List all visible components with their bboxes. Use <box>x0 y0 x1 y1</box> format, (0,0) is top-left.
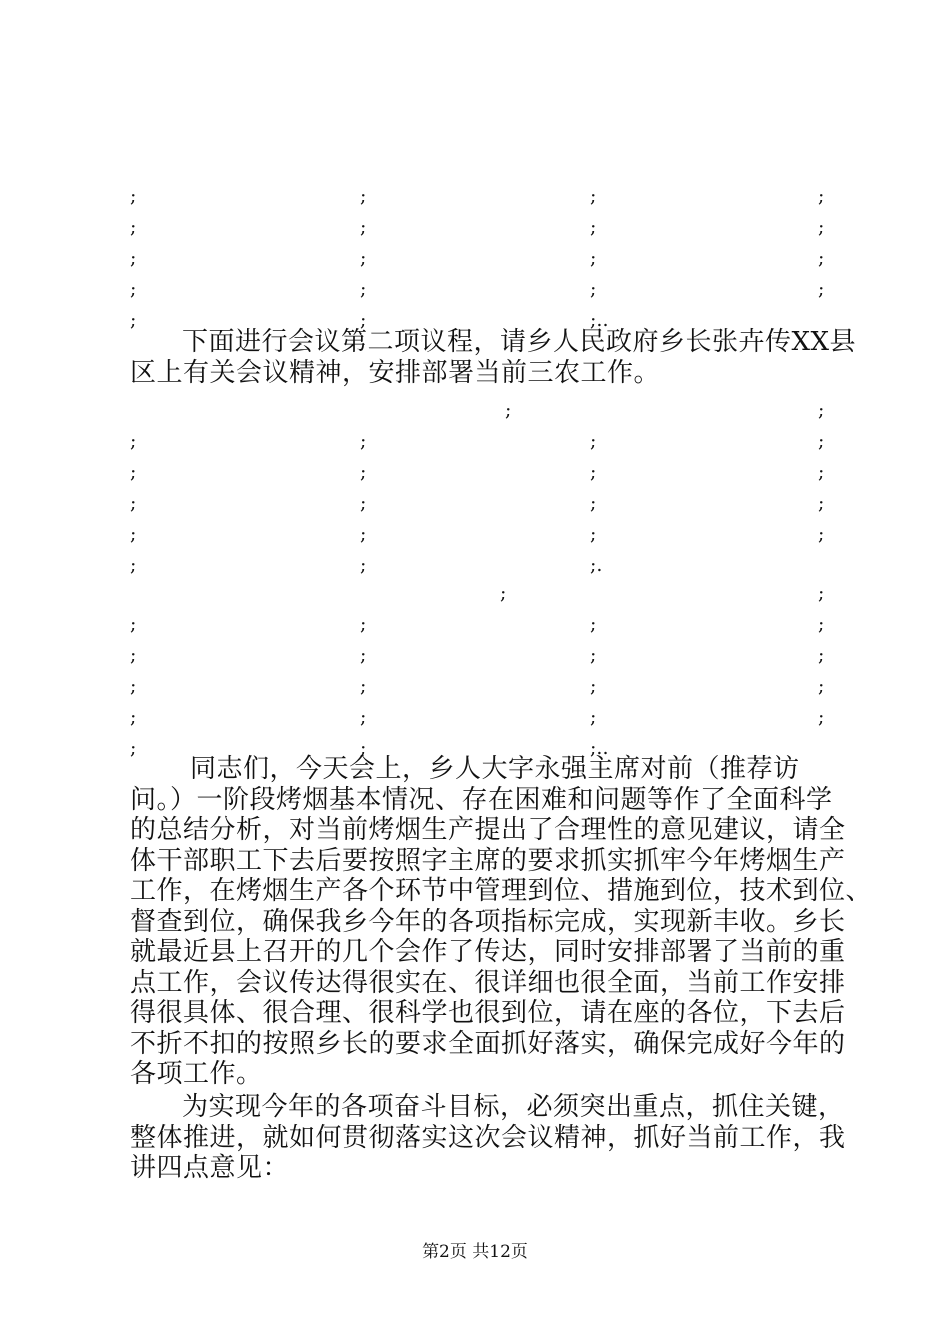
semicolon-mark: ; <box>130 216 137 238</box>
semicolon-mark: ; <box>818 247 825 269</box>
text-line: 下面进行会议第二项议程，请乡人民政府乡长张卉传XX县 <box>182 327 857 357</box>
semicolon-mark: ; <box>818 613 825 635</box>
semicolon-mark: ; <box>130 675 137 697</box>
semicolon-mark: ; <box>590 185 597 207</box>
semicolon-mark: ; <box>130 309 137 331</box>
paragraph-goals <box>130 1092 846 1184</box>
semicolon-mark: ; <box>590 675 597 697</box>
text-line: 点工作，会议传达得很实在、很详细也很全面，当前工作安排 <box>130 967 846 998</box>
semicolon-mark: ; <box>818 461 825 483</box>
semicolon-mark: ; <box>360 247 367 269</box>
text-line: 工作，在烤烟生产各个环节中管理到位、措施到位，技术到位、 <box>130 876 873 906</box>
semicolon-mark: ; <box>590 461 597 483</box>
semicolon-mark: ; <box>360 675 367 697</box>
semicolon-mark: ; <box>590 613 597 635</box>
semicolon-mark: ; <box>590 492 597 514</box>
text-line: 督查到位，确保我乡今年的各项指标完成，实现新丰收。乡长 <box>130 906 846 937</box>
semicolon-mark: ; <box>590 706 597 728</box>
semicolon-mark: ;.. <box>590 309 609 331</box>
text-line: 得很具体、很合理、很科学也很到位，请在座的各位，下去后 <box>130 998 846 1028</box>
semicolon-mark: ; <box>130 247 137 269</box>
semicolon-mark: ; <box>818 582 825 604</box>
text-line: 各项工作。 <box>130 1059 263 1089</box>
semicolon-mark: ; <box>130 492 137 514</box>
paragraph-agenda <box>130 327 857 388</box>
text-line: 区上有关会议精神，安排部署当前三农工作。 <box>130 357 661 388</box>
semicolon-mark: ; <box>818 399 825 421</box>
semicolon-mark: ; <box>590 216 597 238</box>
semicolon-mark: ; <box>130 461 137 483</box>
semicolon-mark: ; <box>360 430 367 452</box>
semicolon-mark: ;.. <box>590 737 609 759</box>
text-line: 的总结分析，对当前烤烟生产提出了合理性的意见建议，请全 <box>130 815 846 845</box>
semicolon-mark: ; <box>130 554 137 576</box>
semicolon-mark: ; <box>360 613 367 635</box>
page-footer: 第2页 共12页 <box>422 1242 528 1262</box>
semicolon-mark: ; <box>360 309 367 331</box>
semicolon-mark: ; <box>360 216 367 238</box>
paragraph-comrades <box>130 754 873 1090</box>
semicolon-mark: ; <box>360 706 367 728</box>
semicolon-mark: ; <box>818 492 825 514</box>
semicolon-mark: ; <box>818 523 825 545</box>
semicolon-mark: ; <box>130 278 137 300</box>
text-line: 就最近县上召开的几个会作了传达，同时安排部署了当前的重 <box>130 937 846 967</box>
semicolon-mark: ; <box>130 613 137 635</box>
semicolon-mark: ; <box>818 644 825 666</box>
semicolon-mark: ; <box>818 278 825 300</box>
semicolon-mark: ; <box>130 737 137 759</box>
text-line: 同志们，今天会上，乡人大字永强主席对前（推荐访 <box>190 754 800 784</box>
semicolon-mark: ; <box>360 461 367 483</box>
semicolon-mark: ; <box>130 523 137 545</box>
semicolon-mark: ; <box>130 430 137 452</box>
semicolon-mark: ; <box>360 554 367 576</box>
semicolon-mark: ; <box>818 430 825 452</box>
semicolon-mark: ; <box>505 399 512 421</box>
semicolon-mark: ;. <box>590 554 603 576</box>
semicolon-mark: ; <box>130 185 137 207</box>
semicolon-mark: ; <box>818 675 825 697</box>
semicolon-mark: ; <box>360 523 367 545</box>
semicolon-mark: ; <box>818 216 825 238</box>
semicolon-mark: ; <box>590 247 597 269</box>
semicolon-mark: ; <box>818 185 825 207</box>
semicolon-mark: ; <box>590 644 597 666</box>
semicolon-mark: ; <box>360 737 367 759</box>
semicolon-mark: ; <box>360 644 367 666</box>
text-line: 不折不扣的按照乡长的要求全面抓好落实，确保完成好今年的 <box>130 1028 846 1059</box>
semicolon-mark: ; <box>590 430 597 452</box>
semicolon-mark: ; <box>130 644 137 666</box>
semicolon-mark: ; <box>360 492 367 514</box>
semicolon-mark: ; <box>590 278 597 300</box>
text-line: 为实现今年的各项奋斗目标，必须突出重点，抓住关键， <box>182 1092 845 1122</box>
text-line: 问。）一阶段烤烟基本情况、存在困难和问题等作了全面科学 <box>130 784 833 815</box>
semicolon-mark: ; <box>130 706 137 728</box>
semicolon-mark: ; <box>360 278 367 300</box>
semicolon-mark: ; <box>360 185 367 207</box>
semicolon-mark: ; <box>500 582 507 604</box>
semicolon-mark: ; <box>590 523 597 545</box>
text-line: 体干部职工下去后要按照字主席的要求抓实抓牢今年烤烟生产 <box>130 845 846 876</box>
semicolon-mark: ; <box>818 706 825 728</box>
text-line: 讲四点意见： <box>130 1153 290 1183</box>
text-line: 整体推进，就如何贯彻落实这次会议精神，抓好当前工作，我 <box>130 1122 846 1153</box>
